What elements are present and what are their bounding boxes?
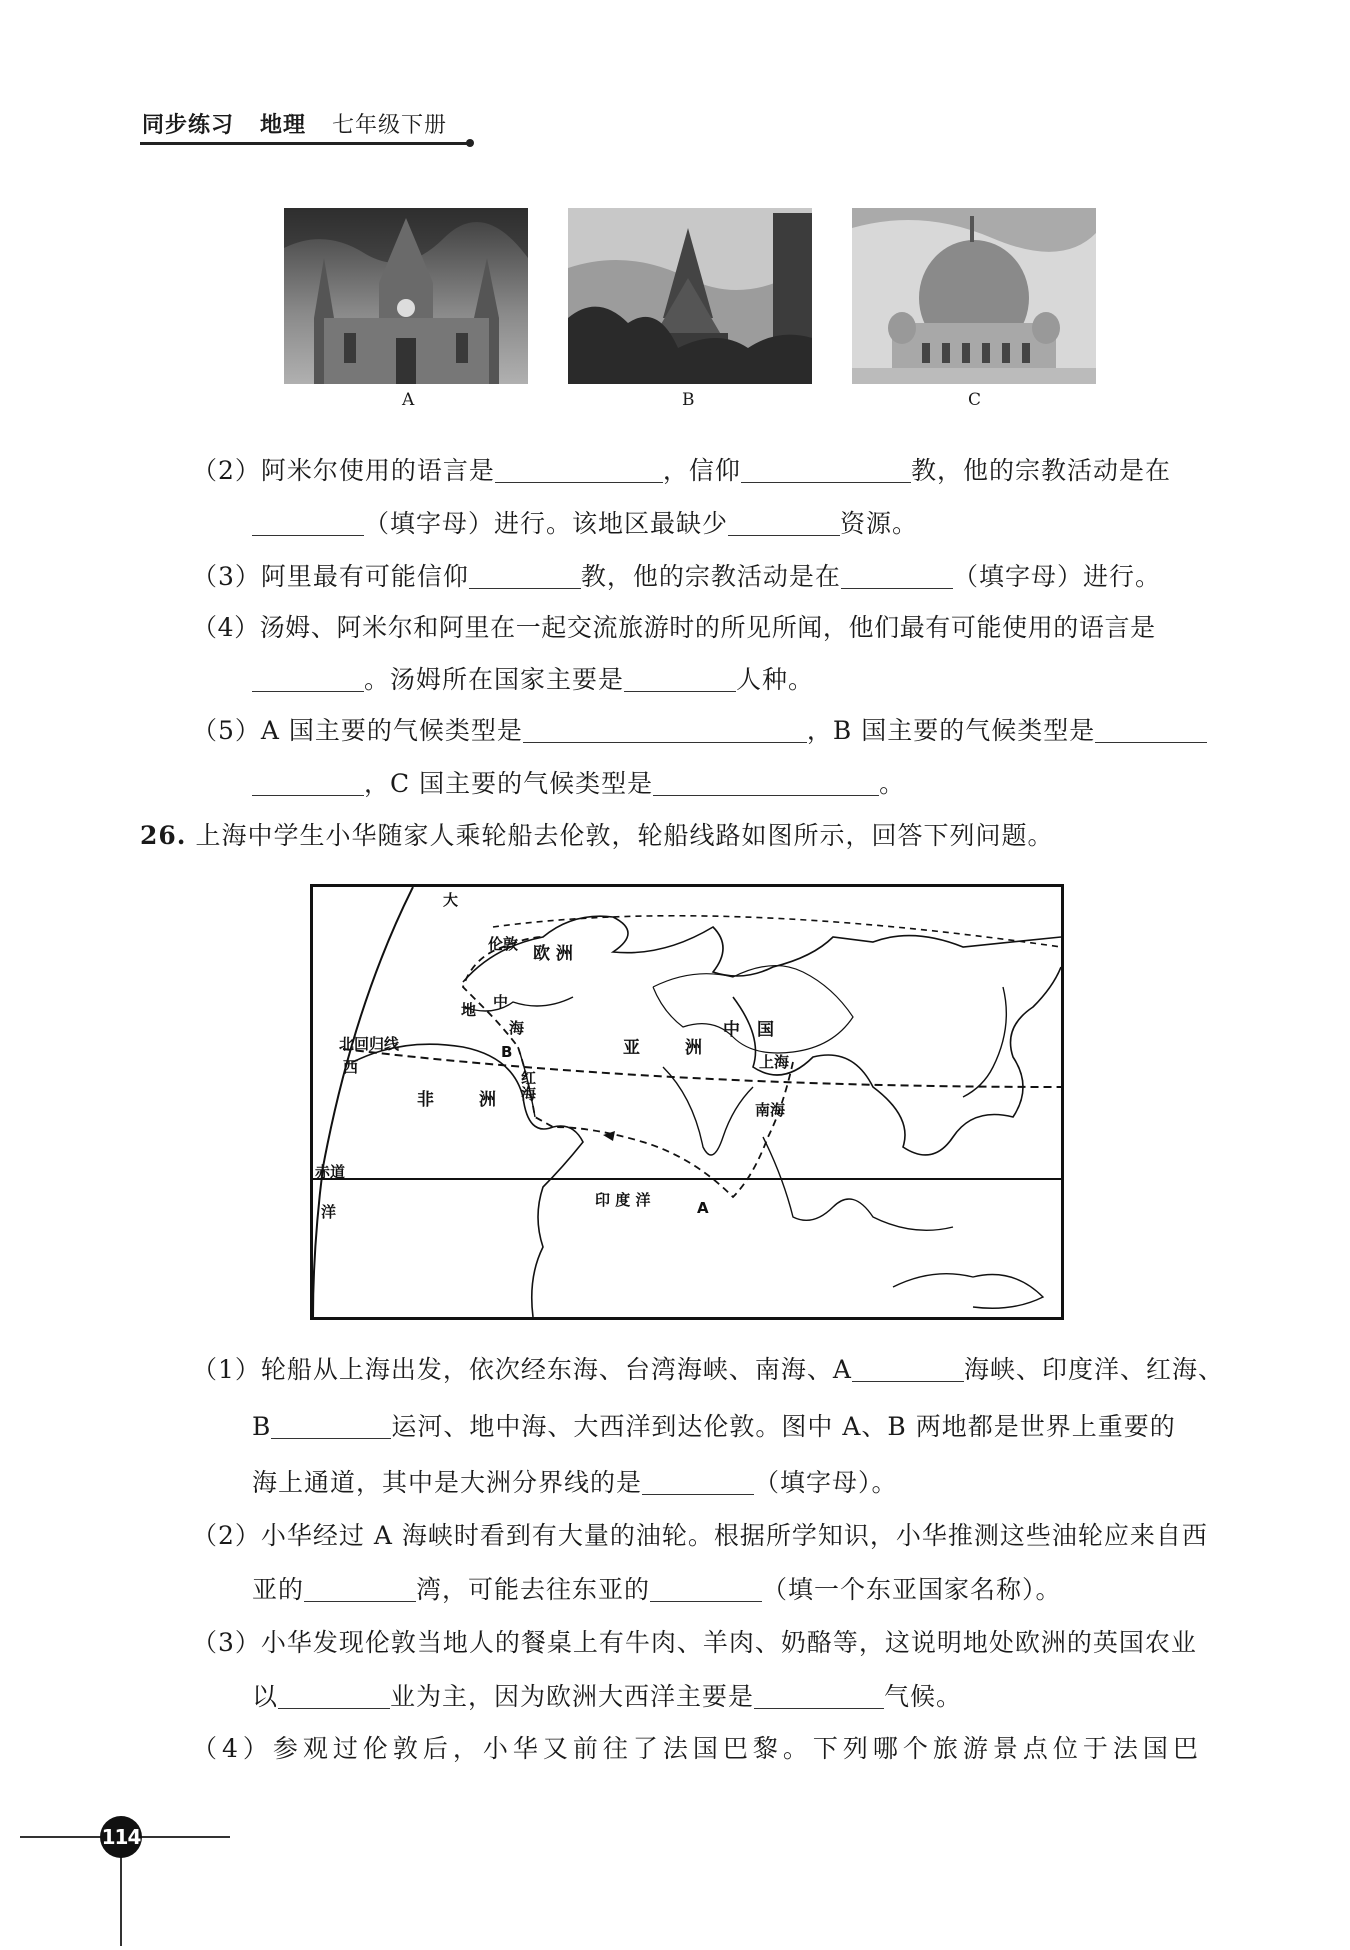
q25-4-line2: 。汤姆所在国家主要是 人种。 <box>252 664 814 696</box>
q26-stem: 26. 上海中学生小华随家人乘轮船去伦敦，轮船线路如图所示，回答下列问题。 <box>140 821 1054 850</box>
label-hong-hai: 海 <box>521 1085 537 1103</box>
answer-blank[interactable] <box>495 458 663 483</box>
q26-1-line1: （1）轮船从上海出发，依次经东海、台湾海峡、南海、A 海峡、印度洋、红海、 <box>192 1355 1224 1384</box>
answer-blank[interactable] <box>252 511 364 536</box>
q25-2-line2: （填字母）进行。该地区最缺少 资源。 <box>252 508 918 540</box>
southeast-asia <box>763 1137 953 1230</box>
label-shanghai: 上海 <box>759 1053 790 1071</box>
answer-blank[interactable] <box>278 1684 390 1709</box>
answer-blank[interactable] <box>728 511 840 536</box>
running-header <box>142 108 473 139</box>
answer-blank[interactable] <box>1095 718 1207 743</box>
q25-5-line1: （5）A 国主要的气候类型是 ，B 国主要的气候类型是 <box>192 715 1207 747</box>
photo-label-a: A <box>402 390 415 410</box>
route-map <box>310 884 1064 1320</box>
label-da: 大 <box>443 891 459 909</box>
header-dot <box>466 139 474 147</box>
label-europe: 欧 洲 <box>533 944 573 964</box>
temple-photo <box>568 208 812 384</box>
label-indian-ocean: 印 度 洋 <box>595 1191 651 1209</box>
label-a: A <box>697 1199 709 1217</box>
q25-2-line1: （2）阿米尔使用的语言是 ，信仰 教，他的宗教活动是在 <box>192 456 1171 485</box>
photo-label-c: C <box>968 390 982 410</box>
answer-blank[interactable] <box>653 771 879 796</box>
q26-4-line1: （4）参观过伦敦后，小华又前往了法国巴黎。下列哪个旅游景点位于法国巴 <box>192 1734 1203 1763</box>
label-di: 地 <box>461 1001 477 1019</box>
label-nanhai: 南海 <box>755 1101 786 1119</box>
answer-blank[interactable] <box>650 1577 762 1602</box>
q25-5-line2: ，C 国主要的气候类型是 。 <box>252 768 905 800</box>
answer-blank[interactable] <box>469 564 581 589</box>
header-grade: 七年级下册 <box>332 113 448 138</box>
japan <box>963 987 1006 1097</box>
label-equator: 赤道 <box>315 1163 346 1181</box>
label-africa-2: 洲 <box>479 1090 496 1110</box>
q26-2-line1: （2）小华经过 A 海峡时看到有大量的油轮。根据所学知识，小华推测这些油轮应来自西 <box>192 1521 1208 1550</box>
label-africa-1: 非 <box>417 1090 434 1110</box>
header-series: 同步练习 <box>142 113 235 138</box>
label-asia-1: 亚 <box>623 1038 640 1058</box>
australia-top <box>893 1274 1043 1309</box>
label-london: 伦敦 <box>488 935 519 953</box>
answer-blank[interactable] <box>841 564 953 589</box>
answer-blank[interactable] <box>852 1357 964 1382</box>
answer-blank[interactable] <box>252 667 364 692</box>
header-rule <box>140 142 470 145</box>
africa-coast <box>353 1044 583 1317</box>
photo-label-b: B <box>682 390 695 410</box>
answer-blank[interactable] <box>304 1577 416 1602</box>
india <box>663 1067 753 1155</box>
q26-2-line2: 亚的 湾，可能去往东亚的 （填一个东亚国家名称）。 <box>252 1575 1062 1604</box>
label-hong: 红 <box>521 1069 537 1087</box>
label-yang: 洋 <box>321 1203 337 1221</box>
answer-blank[interactable] <box>252 771 364 796</box>
q26-1-line3: 海上通道，其中是大洲分界线的是 （填字母）。 <box>252 1468 898 1497</box>
label-b: B <box>501 1043 513 1061</box>
upper-route <box>493 916 1061 947</box>
label-hai: 海 <box>509 1019 525 1037</box>
header-subject: 地理 <box>260 113 307 138</box>
cathedral-photo <box>284 208 528 384</box>
q25-4-line1: （4）汤姆、阿米尔和阿里在一起交流旅游时的所见所闻，他们最有可能使用的语言是 <box>192 613 1156 642</box>
mosque-photo <box>852 208 1096 384</box>
label-zhong: 中 <box>493 993 509 1011</box>
page-number: 114 <box>100 1816 142 1858</box>
answer-blank[interactable] <box>523 718 807 743</box>
footer-vertical-rule <box>120 1856 122 1946</box>
label-xi: 西 <box>343 1058 359 1076</box>
q26-3-line1: （3）小华发现伦敦当地人的餐桌上有牛肉、羊肉、奶酪等，这说明地处欧洲的英国农业 <box>192 1628 1197 1657</box>
q26-3-line2: 以 业为主，因为欧洲大西洋主要是 气候。 <box>252 1682 963 1711</box>
answer-blank[interactable] <box>624 667 736 692</box>
answer-blank[interactable] <box>271 1414 391 1439</box>
q26-1-line2: B 运河、地中海、大西洋到达伦敦。图中 A、B 两地都是世界上重要的 <box>252 1412 1176 1441</box>
answer-blank[interactable] <box>754 1684 884 1709</box>
answer-blank[interactable] <box>642 1470 754 1495</box>
answer-blank[interactable] <box>741 458 911 483</box>
label-tropic: 北回归线 <box>339 1035 400 1053</box>
label-asia-2: 洲 <box>685 1038 702 1058</box>
q25-3-line: （3）阿里最有可能信仰 教，他的宗教活动是在 （填字母）进行。 <box>192 562 1161 591</box>
label-china: 中 国 <box>723 1020 774 1040</box>
question-number: 26. <box>140 821 187 850</box>
tropic-line <box>343 1049 1061 1087</box>
